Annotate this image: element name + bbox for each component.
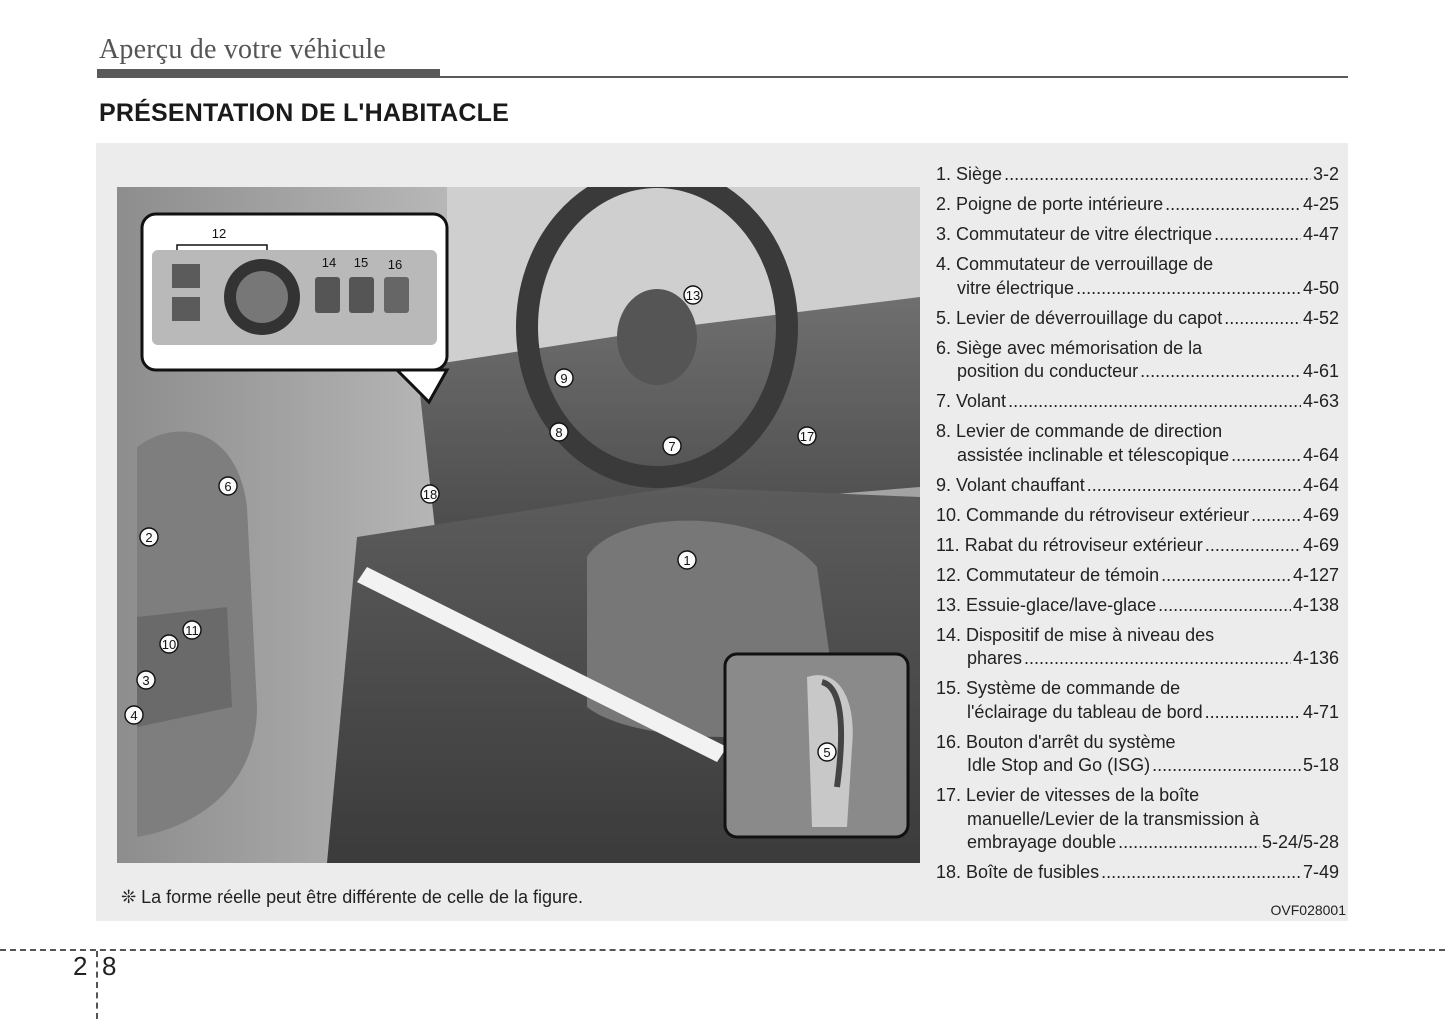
legend-label: 5. Levier de déverrouillage du capot bbox=[936, 307, 1223, 328]
figure-note: ❊ La forme réelle peut être différente de celle de la figure. bbox=[121, 887, 584, 907]
inset-hood-release bbox=[725, 654, 908, 837]
legend-item bbox=[936, 731, 1339, 778]
legend-row bbox=[936, 594, 1339, 618]
legend-item bbox=[936, 253, 1339, 300]
callout-2 bbox=[140, 528, 158, 546]
callout-10 bbox=[160, 635, 178, 653]
leader-dots bbox=[1087, 474, 1301, 498]
legend-label: 3. Commutateur de vitre électrique bbox=[936, 224, 1213, 244]
legend-page-ref: 4-69 bbox=[1302, 534, 1339, 555]
leader-dots bbox=[1140, 360, 1301, 384]
legend-row bbox=[936, 504, 1339, 528]
callout-label-14: 14 bbox=[321, 255, 337, 270]
callout-18 bbox=[421, 485, 439, 503]
legend-label: 7. Volant bbox=[936, 391, 1007, 411]
leader-dots bbox=[1118, 831, 1260, 855]
legend-row bbox=[936, 193, 1339, 217]
figure-code: OVF028001 bbox=[1270, 902, 1346, 918]
leader-dots bbox=[1205, 534, 1301, 558]
steering-hub bbox=[617, 289, 697, 385]
legend-label: 8. Levier de commande de direction bbox=[936, 421, 1223, 441]
callout-11 bbox=[183, 621, 201, 639]
legend-page-ref: 4-64 bbox=[1302, 474, 1339, 495]
legend-item bbox=[936, 504, 1339, 528]
leader-dots bbox=[1158, 594, 1291, 618]
legend-page-ref: 4-47 bbox=[1302, 224, 1339, 244]
leader-dots bbox=[1152, 754, 1301, 778]
legend-label: vitre électrique bbox=[957, 277, 1075, 298]
legend-label: 18. Boîte de fusibles bbox=[936, 862, 1100, 882]
legend-item bbox=[936, 163, 1339, 187]
legend-row bbox=[936, 831, 1339, 855]
callout-label-12: 12 bbox=[211, 226, 227, 241]
callout-7 bbox=[663, 437, 681, 455]
leader-dots bbox=[1024, 647, 1291, 671]
legend-item bbox=[936, 390, 1339, 414]
leader-dots bbox=[1205, 701, 1301, 725]
legend-item bbox=[936, 564, 1339, 588]
legend-page-ref: 4-136 bbox=[1292, 648, 1339, 668]
legend-label: 16. Bouton d'arrêt du système bbox=[936, 731, 1176, 752]
legend-row bbox=[936, 223, 1339, 247]
legend-row bbox=[936, 474, 1339, 498]
legend-label: 12. Commutateur de témoin bbox=[936, 564, 1160, 585]
svg-text:4: 4 bbox=[130, 708, 138, 723]
legend-row bbox=[936, 564, 1339, 588]
legend-item bbox=[936, 784, 1339, 855]
legend-page-ref: 4-25 bbox=[1302, 194, 1339, 214]
svg-text:3: 3 bbox=[142, 673, 150, 688]
legend-label: embrayage double bbox=[967, 832, 1117, 852]
legend-label: assistée inclinable et télescopique bbox=[957, 444, 1230, 465]
legend-item bbox=[936, 594, 1339, 618]
legend-label: 1. Siège bbox=[936, 164, 1003, 184]
svg-text:9: 9 bbox=[560, 371, 568, 386]
legend-item bbox=[936, 420, 1339, 467]
legend-page-ref: 4-127 bbox=[1292, 564, 1339, 585]
legend-row bbox=[936, 360, 1339, 384]
callout-9 bbox=[555, 369, 573, 387]
legend-item bbox=[936, 624, 1339, 671]
leader-dots bbox=[1004, 163, 1311, 187]
legend-label: 14. Dispositif de mise à niveau des bbox=[936, 624, 1215, 645]
legend-item bbox=[936, 474, 1339, 498]
legend-page-ref: 4-69 bbox=[1302, 504, 1339, 525]
legend-row bbox=[936, 307, 1339, 331]
section-title: Aperçu de votre véhicule bbox=[99, 34, 387, 65]
leader-dots bbox=[1101, 861, 1301, 885]
header-rule-thick bbox=[97, 69, 440, 78]
callout-1 bbox=[678, 551, 696, 569]
svg-text:1: 1 bbox=[683, 553, 691, 568]
legend-label: 9. Volant chauffant bbox=[936, 474, 1085, 495]
component-legend bbox=[936, 163, 1339, 891]
page-heading: PRÉSENTATION DE L'HABITACLE bbox=[99, 99, 509, 127]
svg-text:8: 8 bbox=[555, 425, 563, 440]
legend-row bbox=[936, 277, 1339, 301]
callout-label-15: 15 bbox=[353, 255, 369, 270]
legend-row bbox=[936, 861, 1339, 885]
page-number: 8 bbox=[102, 951, 117, 981]
legend-item bbox=[936, 193, 1339, 217]
legend-page-ref: 4-61 bbox=[1302, 361, 1339, 381]
svg-text:2: 2 bbox=[145, 530, 153, 545]
legend-page-ref: 4-138 bbox=[1292, 594, 1339, 615]
callout-8 bbox=[550, 423, 568, 441]
svg-text:18: 18 bbox=[422, 487, 438, 502]
interior-illustration bbox=[117, 187, 920, 863]
legend-page-ref: 4-64 bbox=[1302, 444, 1339, 465]
legend-page-ref: 4-63 bbox=[1302, 391, 1339, 411]
leader-dots bbox=[1161, 564, 1291, 588]
legend-label: manuelle/Levier de la transmission à bbox=[967, 808, 1260, 829]
svg-text:13: 13 bbox=[685, 288, 701, 303]
leader-dots bbox=[1224, 307, 1301, 331]
callout-label-16: 16 bbox=[387, 257, 403, 272]
callout-4 bbox=[125, 706, 143, 724]
legend-label: 10. Commande du rétroviseur extérieur bbox=[936, 504, 1250, 525]
legend-label: 17. Levier de vitesses de la boîte bbox=[936, 785, 1200, 805]
legend-label: Idle Stop and Go (ISG) bbox=[967, 755, 1151, 775]
legend-label: position du conducteur bbox=[957, 361, 1139, 381]
leader-dots bbox=[1214, 223, 1301, 247]
legend-page-ref: 5-24/5-28 bbox=[1261, 832, 1339, 852]
svg-text:6: 6 bbox=[224, 479, 232, 494]
legend-row bbox=[936, 701, 1339, 725]
legend-row bbox=[936, 647, 1339, 671]
legend-row bbox=[936, 534, 1339, 558]
legend-item bbox=[936, 534, 1339, 558]
legend-item bbox=[936, 861, 1339, 885]
callout-17 bbox=[798, 427, 816, 445]
legend-page-ref: 3-2 bbox=[1312, 164, 1339, 184]
legend-item bbox=[936, 677, 1339, 724]
legend-label: 13. Essuie-glace/lave-glace bbox=[936, 594, 1157, 615]
legend-row bbox=[936, 390, 1339, 414]
callout-5 bbox=[818, 743, 836, 761]
interior-figure bbox=[117, 187, 920, 863]
leader-dots bbox=[1251, 504, 1301, 528]
header-rule-thin bbox=[440, 76, 1348, 78]
footer-vertical-divider bbox=[96, 951, 98, 1019]
leader-dots bbox=[1008, 390, 1301, 414]
legend-item bbox=[936, 223, 1339, 247]
legend-label: 6. Siège avec mémorisation de la bbox=[936, 337, 1203, 358]
leader-dots bbox=[1231, 444, 1301, 468]
legend-label: l'éclairage du tableau de bord bbox=[967, 701, 1203, 722]
legend-label: 11. Rabat du rétroviseur extérieur bbox=[936, 534, 1203, 555]
legend-item bbox=[936, 337, 1339, 384]
callout-3 bbox=[137, 671, 155, 689]
svg-text:5: 5 bbox=[823, 745, 831, 760]
legend-page-ref: 5-18 bbox=[1302, 755, 1339, 775]
legend-row bbox=[936, 444, 1339, 468]
callout-13 bbox=[684, 286, 702, 304]
callout-6 bbox=[219, 477, 237, 495]
legend-label: 2. Poigne de porte intérieure bbox=[936, 194, 1164, 214]
legend-page-ref: 4-52 bbox=[1302, 307, 1339, 328]
svg-text:17: 17 bbox=[799, 429, 815, 444]
legend-page-ref: 7-49 bbox=[1302, 862, 1339, 882]
svg-text:7: 7 bbox=[668, 439, 676, 454]
svg-text:10: 10 bbox=[161, 637, 177, 652]
legend-label: phares bbox=[967, 648, 1023, 668]
svg-text:11: 11 bbox=[185, 623, 199, 638]
legend-label: 15. Système de commande de bbox=[936, 678, 1181, 698]
legend-page-ref: 4-50 bbox=[1302, 277, 1339, 298]
footer-divider bbox=[0, 949, 1445, 951]
legend-row bbox=[936, 163, 1339, 187]
legend-item bbox=[936, 307, 1339, 331]
legend-label: 4. Commutateur de verrouillage de bbox=[936, 254, 1214, 274]
legend-page-ref: 4-71 bbox=[1302, 701, 1339, 722]
chapter-number: 2 bbox=[73, 951, 88, 981]
legend-row bbox=[936, 754, 1339, 778]
leader-dots bbox=[1076, 277, 1301, 301]
leader-dots bbox=[1165, 193, 1301, 217]
